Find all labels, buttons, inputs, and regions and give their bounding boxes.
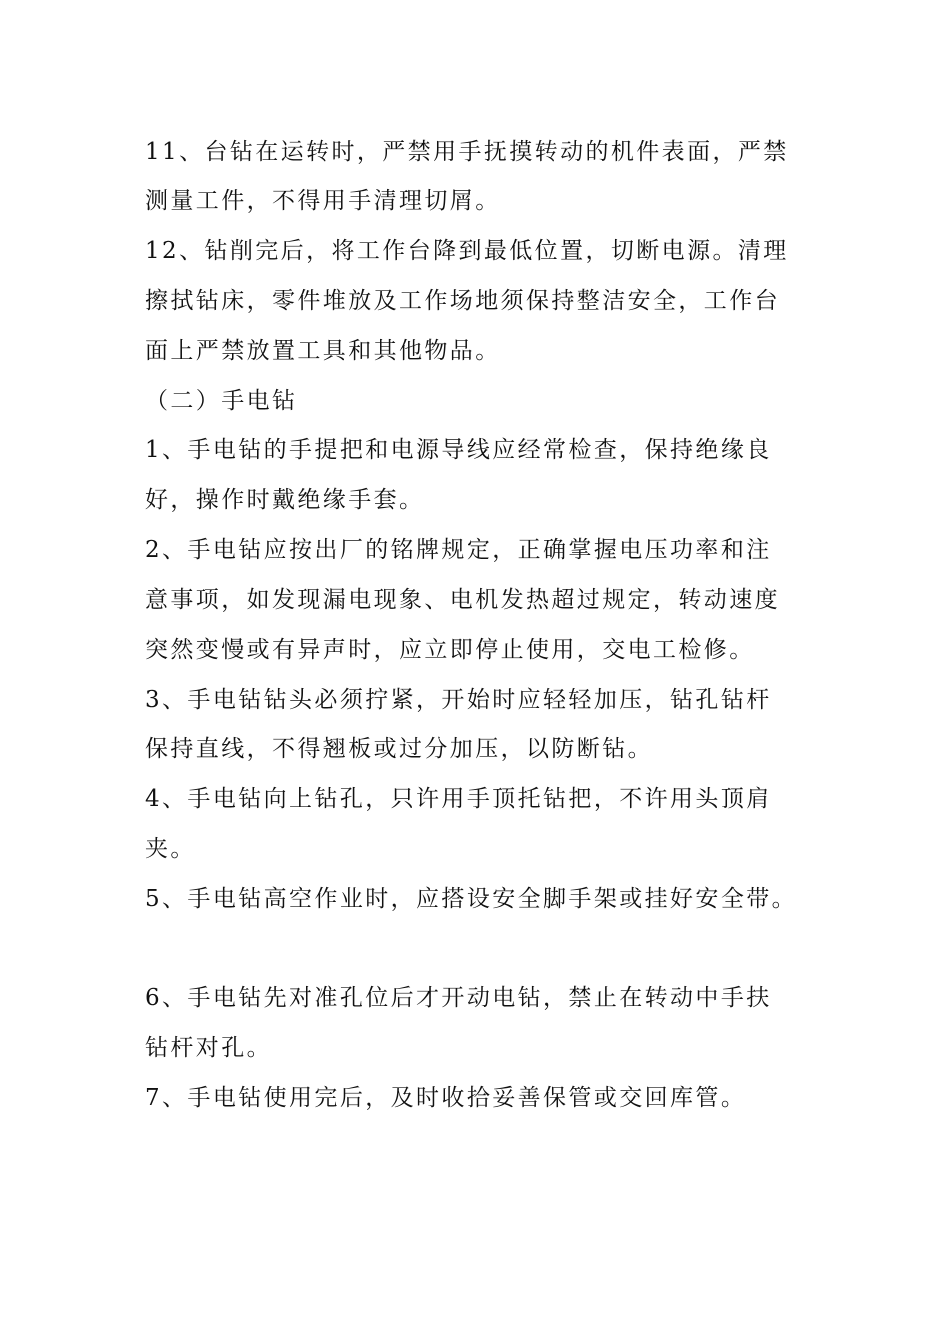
paragraph-12-line-2: 擦拭钻床，零件堆放及工作场地须保持整洁安全，工作台 [145,288,780,314]
item-3-line-2: 保持直线，不得翘板或过分加压，以防断钻。 [145,736,653,762]
item-5-line-1: 5、手电钻高空作业时，应搭设安全脚手架或挂好安全带。 [145,886,798,912]
item-1-line-1: 1、手电钻的手提把和电源导线应经常检查，保持绝缘良 [145,437,772,463]
item-2-line-3: 突然变慢或有异声时，应立即停止使用，交电工检修。 [145,637,755,663]
paragraph-12-line-3: 面上严禁放置工具和其他物品。 [145,338,501,364]
item-7-line-1: 7、手电钻使用完后，及时收拾妥善保管或交回库管。 [145,1085,747,1111]
item-2-line-1: 2、手电钻应按出厂的铭牌规定，正确掌握电压功率和注 [145,537,772,563]
paragraph-11-line-1: 11、台钻在运转时，严禁用手抚摸转动的机件表面，严禁 [145,139,789,165]
item-1-line-2: 好，操作时戴绝缘手套。 [145,487,425,513]
item-4-line-1: 4、手电钻向上钻孔，只许用手顶托钻把，不许用头顶肩 [145,786,772,812]
item-2-line-2: 意事项，如发现漏电现象、电机发热超过规定，转动速度 [145,587,780,613]
section-heading: （二）手电钻 [145,388,298,414]
paragraph-12-line-1: 12、钻削完后，将工作台降到最低位置，切断电源。清理 [145,238,789,264]
item-6-line-2: 钻杆对孔。 [145,1035,272,1061]
item-3-line-1: 3、手电钻钻头必须拧紧，开始时应轻轻加压，钻孔钻杆 [145,687,772,713]
paragraph-11-line-2: 测量工件，不得用手清理切屑。 [145,188,501,214]
item-4-line-2: 夹。 [145,836,196,862]
item-6-line-1: 6、手电钻先对准孔位后才开动电钻，禁止在转动中手扶 [145,985,772,1011]
